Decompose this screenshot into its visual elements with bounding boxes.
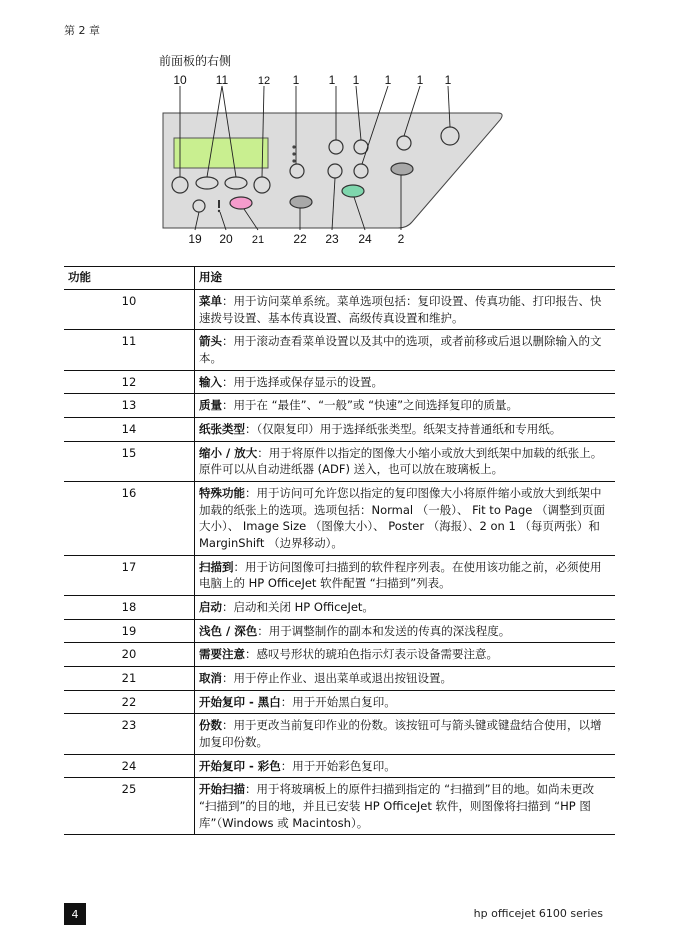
row-text: 用于访问可允许您以指定的复印图像大小将原件缩小或放大到纸架中加载的纸张上的选项。选项包括：Normal （一般）、 Fit to Page （调整到页面大小）、 Image Size （图像大小）、 Poster （海报）、2 on 1 （每页两张）和 MarginShift （边界移动）。 [199,486,606,551]
row-text: 启动和关闭 HP OfficeJet。 [233,600,374,615]
page-number: 4 [64,903,86,925]
row-separator: ： [222,398,234,413]
attention-indicator [218,200,220,208]
row-separator: ： [245,782,257,797]
quality-button [329,140,343,154]
scan-to-button [354,164,368,178]
table-row [64,643,615,667]
figure-title: 前面板的右侧 [159,54,232,68]
row-text: 用于将原件以指定的图像大小缩小或放大到纸架中加载的纸张上。原件可以从自动进纸器 (ADF) 送入，也可以放在玻璃板上。 [199,445,603,477]
callout-label: 1 [384,73,392,87]
row-separator: ： [280,758,293,773]
row-number: 13 [64,394,195,418]
row-text: （仅限复印）用于选择纸张类型。纸架支持普通纸和专用纸。 [256,422,562,437]
row-text: 用于更改当前复印作业的份数。该按钮可与箭头键或键盘结合使用，以增加复印份数。 [199,718,602,750]
row-number: 17 [64,555,195,595]
row-number: 18 [64,596,195,620]
callout-label: 19 [188,232,202,246]
row-term: 纸张类型 [199,422,245,437]
callout-label: 1 [328,73,336,87]
row-separator: ： [245,422,257,437]
row-term: 缩小 / 放大 [199,445,258,460]
row-number: 24 [64,754,195,778]
row-separator: ： [280,694,293,709]
row-description [195,290,616,330]
row-number: 16 [64,482,195,556]
product-name: hp officejet 6100 series [473,907,603,920]
lcd-display [174,138,268,168]
row-number: 25 [64,778,195,835]
row-number: 10 [64,290,195,330]
callout-label: 11 [215,73,229,87]
row-separator: ： [245,486,257,501]
row-description [195,778,616,835]
row-description [195,418,616,442]
start-copy-color-button [342,185,364,197]
row-term: 取消 [199,671,222,686]
table-row [64,778,615,835]
row-separator: ： [257,623,269,638]
row-text: 用于滚动查看菜单设置以及其中的选项，或者前移或后退以删除输入的文本。 [199,334,602,366]
table-row [64,667,615,691]
table-row [64,418,615,442]
reduce-enlarge-button [397,136,411,150]
row-number: 20 [64,643,195,667]
row-number: 15 [64,441,195,481]
indicator-dot [292,152,295,155]
row-term: 开始复印 - 黑白 [199,694,281,709]
row-term: 开始扫描 [199,782,245,797]
row-description [195,667,616,691]
row-separator: ： [222,294,234,308]
row-description [195,619,616,643]
callout-label: 21 [251,234,265,246]
row-term: 特殊功能 [199,486,245,501]
table-row [64,690,615,714]
row-term: 启动 [199,600,222,615]
row-text: 用于访问图像可扫描到的软件程序列表。在使用该功能之前，必须使用电脑上的 HP OfficeJet 软件配置 “扫描到”列表。 [199,559,602,591]
row-description [195,370,616,394]
table-row [64,555,615,595]
power-button [441,127,459,145]
row-term: 需要注意 [199,647,245,662]
row-text: 用于将玻璃板上的原件扫描到指定的 “扫描到”目的地。如尚未更改 “扫描到”的目的地，并且已安装 HP OfficeJet 软件，则图像将扫描到 “HP 图库”（Windows 或 Macintosh）。 [199,782,595,830]
row-term: 份数 [199,718,222,733]
column-header-purpose: 用途 [195,267,616,290]
table-row [64,596,615,620]
row-separator: ： [222,374,234,389]
row-description [195,394,616,418]
row-description [195,754,616,778]
table-row [64,290,615,330]
row-text: 感叹号形状的琥珀色指示灯表示设备需要注意。 [256,647,498,662]
row-term: 扫描到 [199,559,234,574]
start-scan-button [391,163,413,175]
table-row [64,394,615,418]
callout-label: 10 [173,73,187,87]
row-term: 浅色 / 深色 [199,623,258,638]
row-description [195,330,616,370]
row-number: 14 [64,418,195,442]
indicator-dot [292,159,295,162]
cancel-button [230,197,252,209]
row-description [195,643,616,667]
callout-label: 24 [358,232,372,246]
callout-label: 1 [444,73,452,87]
chapter-label: 第 2 章 [64,24,100,37]
row-term: 输入 [199,374,222,389]
row-term: 菜单 [199,294,222,308]
arrow-left-button [196,177,218,189]
row-description [195,690,616,714]
function-table [64,266,615,835]
front-panel-diagram [0,0,683,270]
table-row [64,370,615,394]
row-separator: ： [257,445,269,460]
callout-label: 23 [325,232,339,246]
row-term: 箭头 [199,334,222,349]
start-copy-black-button [290,196,312,208]
table-row [64,619,615,643]
callout-label: 1 [292,73,300,87]
callout-label: 2 [397,232,405,246]
menu-button [172,177,188,193]
row-text: 用于调整制作的副本和发送的传真的深浅程度。 [268,623,511,638]
special-features-button [290,164,304,178]
row-description [195,441,616,481]
enter-button [254,177,270,193]
row-description [195,714,616,754]
row-separator: ： [233,559,245,574]
indicator-dot [292,145,295,148]
callout-label: 22 [293,232,307,246]
row-number: 12 [64,370,195,394]
row-separator: ： [222,671,234,686]
row-number: 23 [64,714,195,754]
row-separator: ： [222,600,234,615]
row-description [195,596,616,620]
table-row [64,714,615,754]
row-text: 用于选择或保存显示的设置。 [233,374,383,389]
row-number: 19 [64,619,195,643]
table-row [64,482,615,556]
callout-label: 20 [219,232,233,246]
column-header-function: 功能 [64,267,195,290]
row-separator: ： [245,647,257,662]
row-text: 用于开始黑白复印。 [292,694,396,709]
row-description [195,482,616,556]
callout-label: 1 [352,73,360,87]
row-text: 用于在 “最佳”、“一般”或 “快速”之间选择复印的质量。 [233,398,519,413]
callout-label: 12 [257,75,271,87]
row-term: 质量 [199,398,222,413]
table-row [64,441,615,481]
row-separator: ： [222,334,234,349]
row-description [195,555,616,595]
row-number: 22 [64,690,195,714]
copies-button [328,164,342,178]
table-row [64,330,615,370]
row-text: 用于停止作业、退出菜单或退出按钮设置。 [233,671,452,686]
callout-label: 1 [416,73,424,87]
row-separator: ： [222,718,234,733]
row-term: 开始复印 - 彩色 [199,758,281,773]
row-text: 用于访问菜单系统。菜单选项包括：复印设置、传真功能、打印报告、快速拨号设置、基本传真设置、高级传真设置和维护。 [199,294,602,325]
table-row [64,754,615,778]
row-number: 21 [64,667,195,691]
row-number: 11 [64,330,195,370]
row-text: 用于开始彩色复印。 [292,758,396,773]
lighter-darker-button [193,200,205,212]
arrow-right-button [225,177,247,189]
